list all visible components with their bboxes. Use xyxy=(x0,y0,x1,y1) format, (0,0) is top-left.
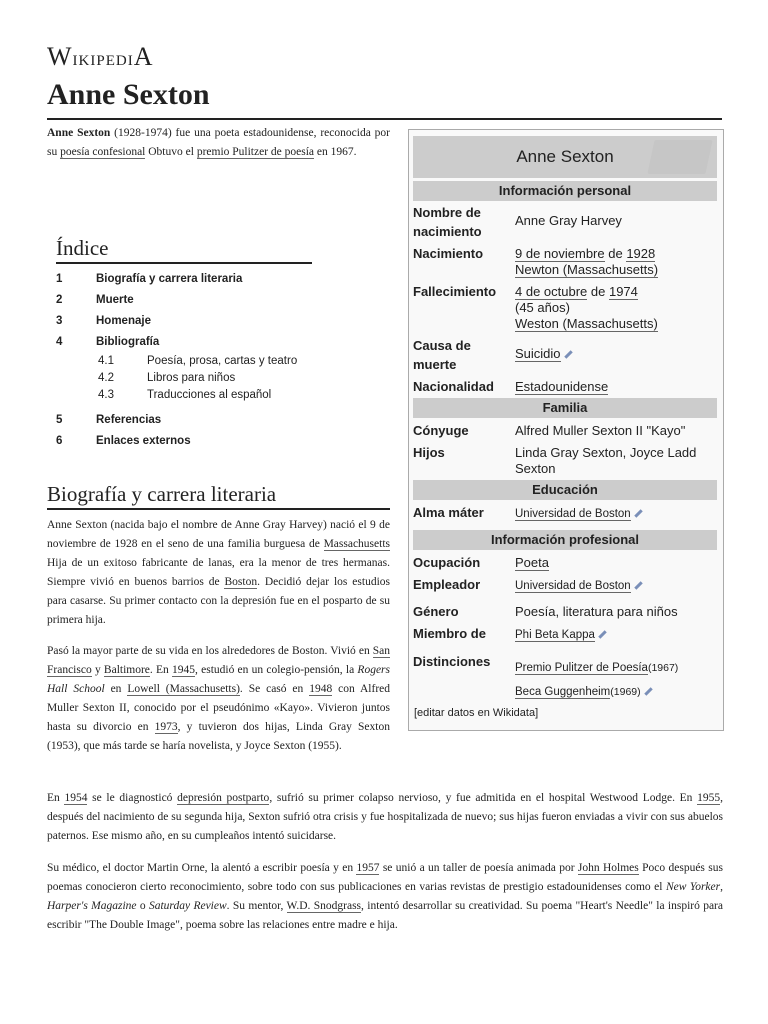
toc-item[interactable]: 5 Referencias xyxy=(56,413,162,426)
toc-item[interactable]: 4 Bibliografía xyxy=(56,335,160,348)
edit-pencil-icon[interactable] xyxy=(634,510,642,518)
link-born-year[interactable]: 1928 xyxy=(626,246,656,261)
toc-item[interactable]: 2 Muerte xyxy=(56,293,134,306)
infobox: Anne Sexton Información personal Nombre de nacimiento Anne Gray Harvey Nacimiento 9 de noviembre de 1928 Newton (Massachusetts) Fallecimiento 4 de octubre de 1974 (45 años) Weston (Massachusetts) Causa de muerte Suicidio Nacionalidad Estadounidense Familia Cónyuge Alfred Muller Sexton II "Kayo" Hijos Linda Gray Sexton, Joyce Ladd Sexton Educación Alma máter Universidad de Boston Información profesional Ocupación Poeta Empleador Universidad de Boston Género Poesía, literatura para niños Miembro de Phi Beta Kappa Distinciones Premio Pulitzer de Poesía(1967) Beca Guggenheim(1969) [editar datos en Wikidata] xyxy=(408,129,724,731)
link-employer[interactable]: Universidad de Boston xyxy=(515,580,631,592)
link-baltimore[interactable]: Baltimore xyxy=(103,664,150,676)
link-died-place[interactable]: Weston (Massachusetts) xyxy=(515,316,658,331)
paragraph: Anne Sexton (nacida bajo el nombre de Anne Gray Harvey) nació el 9 de noviembre de 1928 en el seno de una familia burguesa de Massachusetts Hija de un exitoso fabricante de lanas, era la menor de tres hermanas. Siempre vivió en buenos barrios de Boston. Decidió dejar los estudios para casarse. Su primer contacto con la depresión fue en el posparto de su primera hija. xyxy=(47,519,390,626)
page-title: Anne Sexton xyxy=(47,78,210,111)
wikipedia-logo: WikipediA xyxy=(47,42,154,71)
edit-pencil-icon[interactable] xyxy=(634,582,642,590)
link-john-holmes[interactable]: John Holmes xyxy=(577,862,639,874)
intro-paragraph: Anne Sexton (1928-1974) fue una poeta estadounidense, reconocida por su poesía confesional Obtuvo el premio Pulitzer de poesía en 1967. xyxy=(47,127,390,158)
link-lowell[interactable]: Lowell (Massachusetts) xyxy=(127,683,240,695)
infobox-title: Anne Sexton xyxy=(413,136,717,178)
toc-subitem[interactable]: 4.3 Traducciones al español xyxy=(98,388,272,401)
intro-name: Anne Sexton xyxy=(47,127,111,139)
link-1954[interactable]: 1954 xyxy=(64,792,88,804)
link-poesia-confesional[interactable]: poesía confesional xyxy=(60,146,146,158)
link-beca-guggenheim[interactable]: Beca Guggenheim xyxy=(515,686,611,698)
link-premio-pulitzer[interactable]: premio Pulitzer de poesía xyxy=(196,146,315,158)
paragraph: Su médico, el doctor Martin Orne, la alentó a escribir poesía y en 1957 se unió a un taller de poesía animada por John Holmes Poco después sus poemas conocieron cierto reconocimiento, sobre todo con sus publicaciones en varias revistas de prestigio estadounidenses como el New Yorker, Harper's Magazine o Saturday Review. Su mentor, W.D. Snodgrass, intentó desarrollar su creatividad. Su poema "Heart's Needle" la inspiró para escribir "The Double Image", poema sobre las relaciones entre madre e hija. xyxy=(47,862,723,931)
toc-subitem[interactable]: 4.2 Libros para niños xyxy=(98,371,236,384)
edit-pencil-icon[interactable] xyxy=(598,631,606,639)
link-1955[interactable]: 1955 xyxy=(697,792,721,804)
link-wd-snodgrass[interactable]: W.D. Snodgrass xyxy=(286,900,362,912)
link-estadounidense[interactable]: Estadounidense xyxy=(515,379,609,394)
link-premio-pulitzer-poesia[interactable]: Premio Pulitzer de Poesía xyxy=(515,662,648,674)
link-universidad-boston[interactable]: Universidad de Boston xyxy=(515,508,631,520)
link-1973[interactable]: 1973 xyxy=(154,721,178,733)
edit-pencil-icon[interactable] xyxy=(644,688,652,696)
link-poeta[interactable]: Poeta xyxy=(515,555,549,570)
link-boston[interactable]: Boston xyxy=(224,576,258,588)
link-died-day[interactable]: 4 de octubre xyxy=(515,284,588,299)
link-born-place[interactable]: Newton (Massachusetts) xyxy=(515,262,659,277)
toc-item[interactable]: 6 Enlaces externos xyxy=(56,434,191,447)
link-1945[interactable]: 1945 xyxy=(172,664,196,676)
title-divider xyxy=(47,118,722,120)
edit-pencil-icon[interactable] xyxy=(564,350,572,358)
infobox-section-header: Familia xyxy=(413,398,717,418)
link-1948[interactable]: 1948 xyxy=(309,683,333,695)
link-depresion-postparto[interactable]: depresión postparto xyxy=(177,792,270,804)
table-of-contents xyxy=(56,234,314,451)
toc-item[interactable]: 3 Homenaje xyxy=(56,314,151,327)
paragraph: Pasó la mayor parte de su vida en los alrededores de Boston. Vivió en San Francisco y Baltimore. En 1945, estudió en un colegio-pensión, la Rogers Hall School en Lowell (Massachusetts). Se casó en 1948 con Alfred Muller Sexton II, conocido por el pseudónimo «Kayo». Vivieron juntos hasta su divorcio en 1973, y tuvieron dos hijas, Linda Gray Sexton (1953), que más tarde se haría novelista, y Joyce Sexton (1955). xyxy=(47,645,391,752)
infobox-section-header: Educación xyxy=(413,480,717,500)
link-suicidio[interactable]: Suicidio xyxy=(515,346,561,361)
link-1957[interactable]: 1957 xyxy=(356,862,380,874)
paragraph: En 1954 se le diagnosticó depresión postparto, sufrió su primer colapso nervioso, y fue admitida en el hospital Westwood Lodge. En 1955, después del nacimiento de su segunda hija, Sexton sufrió otra crisis y fue hospitalizada de nuevo; sus hijas fueron enviadas a vivir con sus abuelos paternos. Ese mismo año, en su cumpleaños intentó suicidarse. xyxy=(47,792,723,842)
toc-title: Índice xyxy=(56,234,312,264)
toc-subitem[interactable]: 4.1 Poesía, prosa, cartas y teatro xyxy=(98,354,298,367)
infobox-section-header: Información personal xyxy=(413,181,717,201)
link-san-francisco[interactable]: San Francisco xyxy=(47,645,390,676)
toc-item[interactable]: 1 Biografía y carrera literaria xyxy=(56,272,243,285)
section-heading: Biografía y carrera literaria xyxy=(47,480,390,510)
link-died-year[interactable]: 1974 xyxy=(608,284,638,299)
book-icon xyxy=(647,140,712,174)
link-massachusetts[interactable]: Massachusetts xyxy=(323,538,390,550)
link-born-day[interactable]: 9 de noviembre xyxy=(515,246,605,261)
edit-wikidata-link[interactable]: [editar datos en Wikidata] xyxy=(414,707,539,719)
link-phi-beta-kappa[interactable]: Phi Beta Kappa xyxy=(515,629,595,641)
infobox-section-header: Información profesional xyxy=(413,530,717,550)
